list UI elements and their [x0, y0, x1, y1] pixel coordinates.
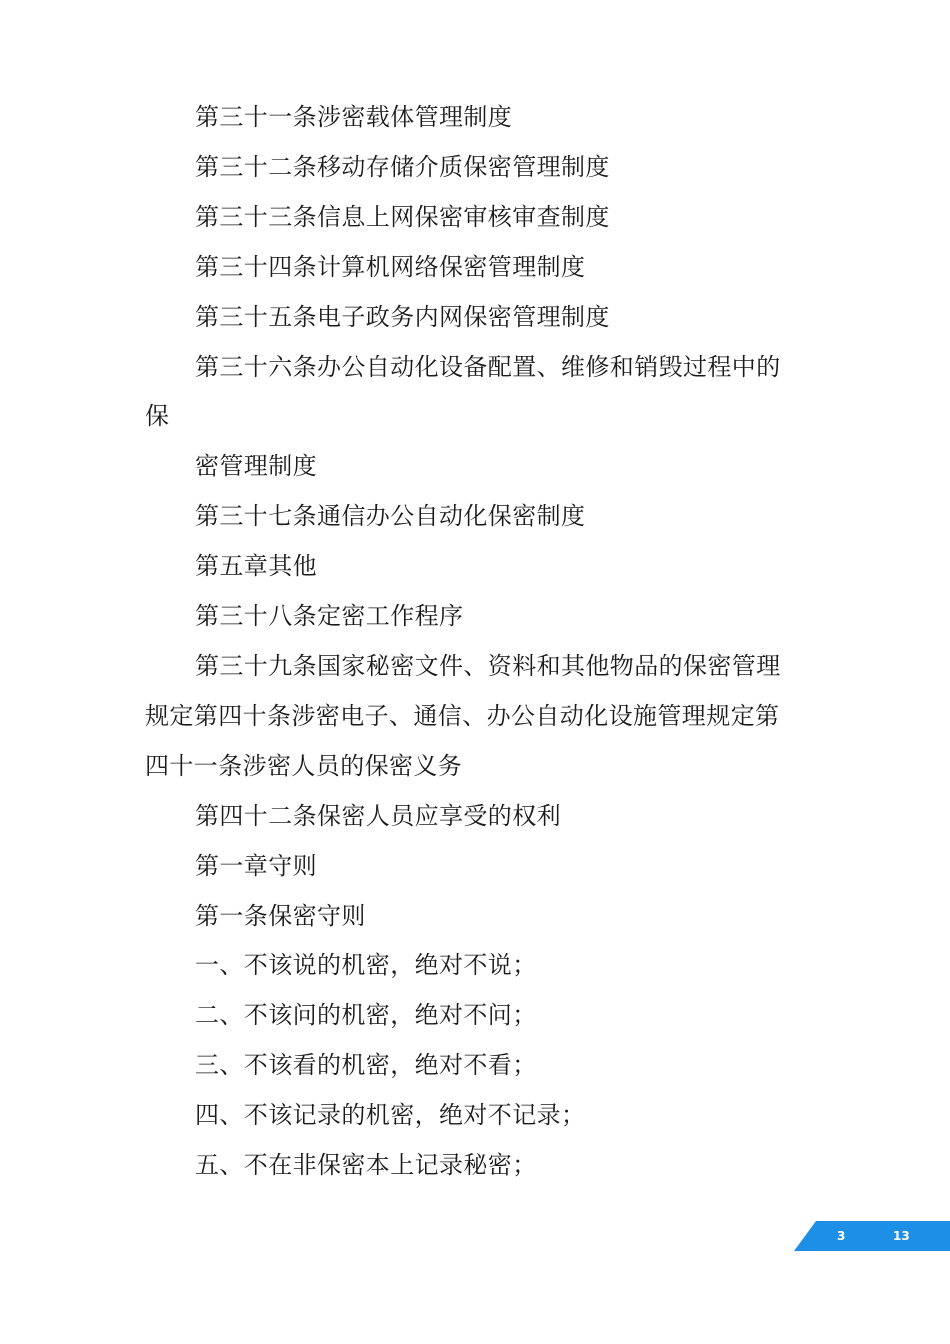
paragraph-line: 第一条保密守则	[195, 901, 366, 930]
list-item: 三、不该看的机密，绝对不看；	[195, 1051, 537, 1080]
paragraph-line: 四十一条涉密人员的保密义务	[145, 751, 463, 780]
paragraph-line: 第三十二条移动存储介质保密管理制度	[195, 152, 610, 181]
page-number-bar	[794, 1221, 950, 1251]
list-item: 四、不该记录的机密，绝对不记录；	[195, 1101, 586, 1130]
paragraph-line: 第三十八条定密工作程序	[195, 602, 464, 631]
paragraph-line: 第四十二条保密人员应享受的权利	[195, 801, 561, 830]
list-item: 一、不该说的机密，绝对不说；	[195, 951, 537, 980]
body-text	[145, 93, 810, 1191]
paragraph-line: 密管理制度	[195, 452, 317, 481]
paragraph-line: 第三十六条办公自动化设备配置、维修和销毁过程中的	[195, 352, 781, 381]
paragraph-line: 第三十七条通信办公自动化保密制度	[195, 502, 586, 531]
total-pages-number: 13	[893, 1229, 910, 1243]
paragraph-line: 第三十一条涉密载体管理制度	[195, 103, 513, 131]
paragraph-line: 第三十四条计算机网络保密管理制度	[195, 252, 586, 281]
list-item: 五、不在非保密本上记录秘密；	[195, 1151, 537, 1180]
paragraph-line: 第三十五条电子政务内网保密管理制度	[195, 302, 610, 331]
paragraph-line: 规定第四十条涉密电子、通信、办公自动化设施管理规定第	[145, 701, 780, 730]
paragraph-line: 保	[145, 402, 170, 431]
chapter-heading: 第一章守则	[195, 851, 317, 880]
current-page-number: 3	[837, 1229, 846, 1243]
paragraph-line: 第三十九条国家秘密文件、资料和其他物品的保密管理	[195, 651, 781, 680]
chapter-heading: 第五章其他	[195, 552, 317, 581]
paragraph-line: 第三十三条信息上网保密审核审查制度	[195, 202, 610, 231]
list-item: 二、不该问的机密，绝对不问；	[195, 1001, 537, 1030]
